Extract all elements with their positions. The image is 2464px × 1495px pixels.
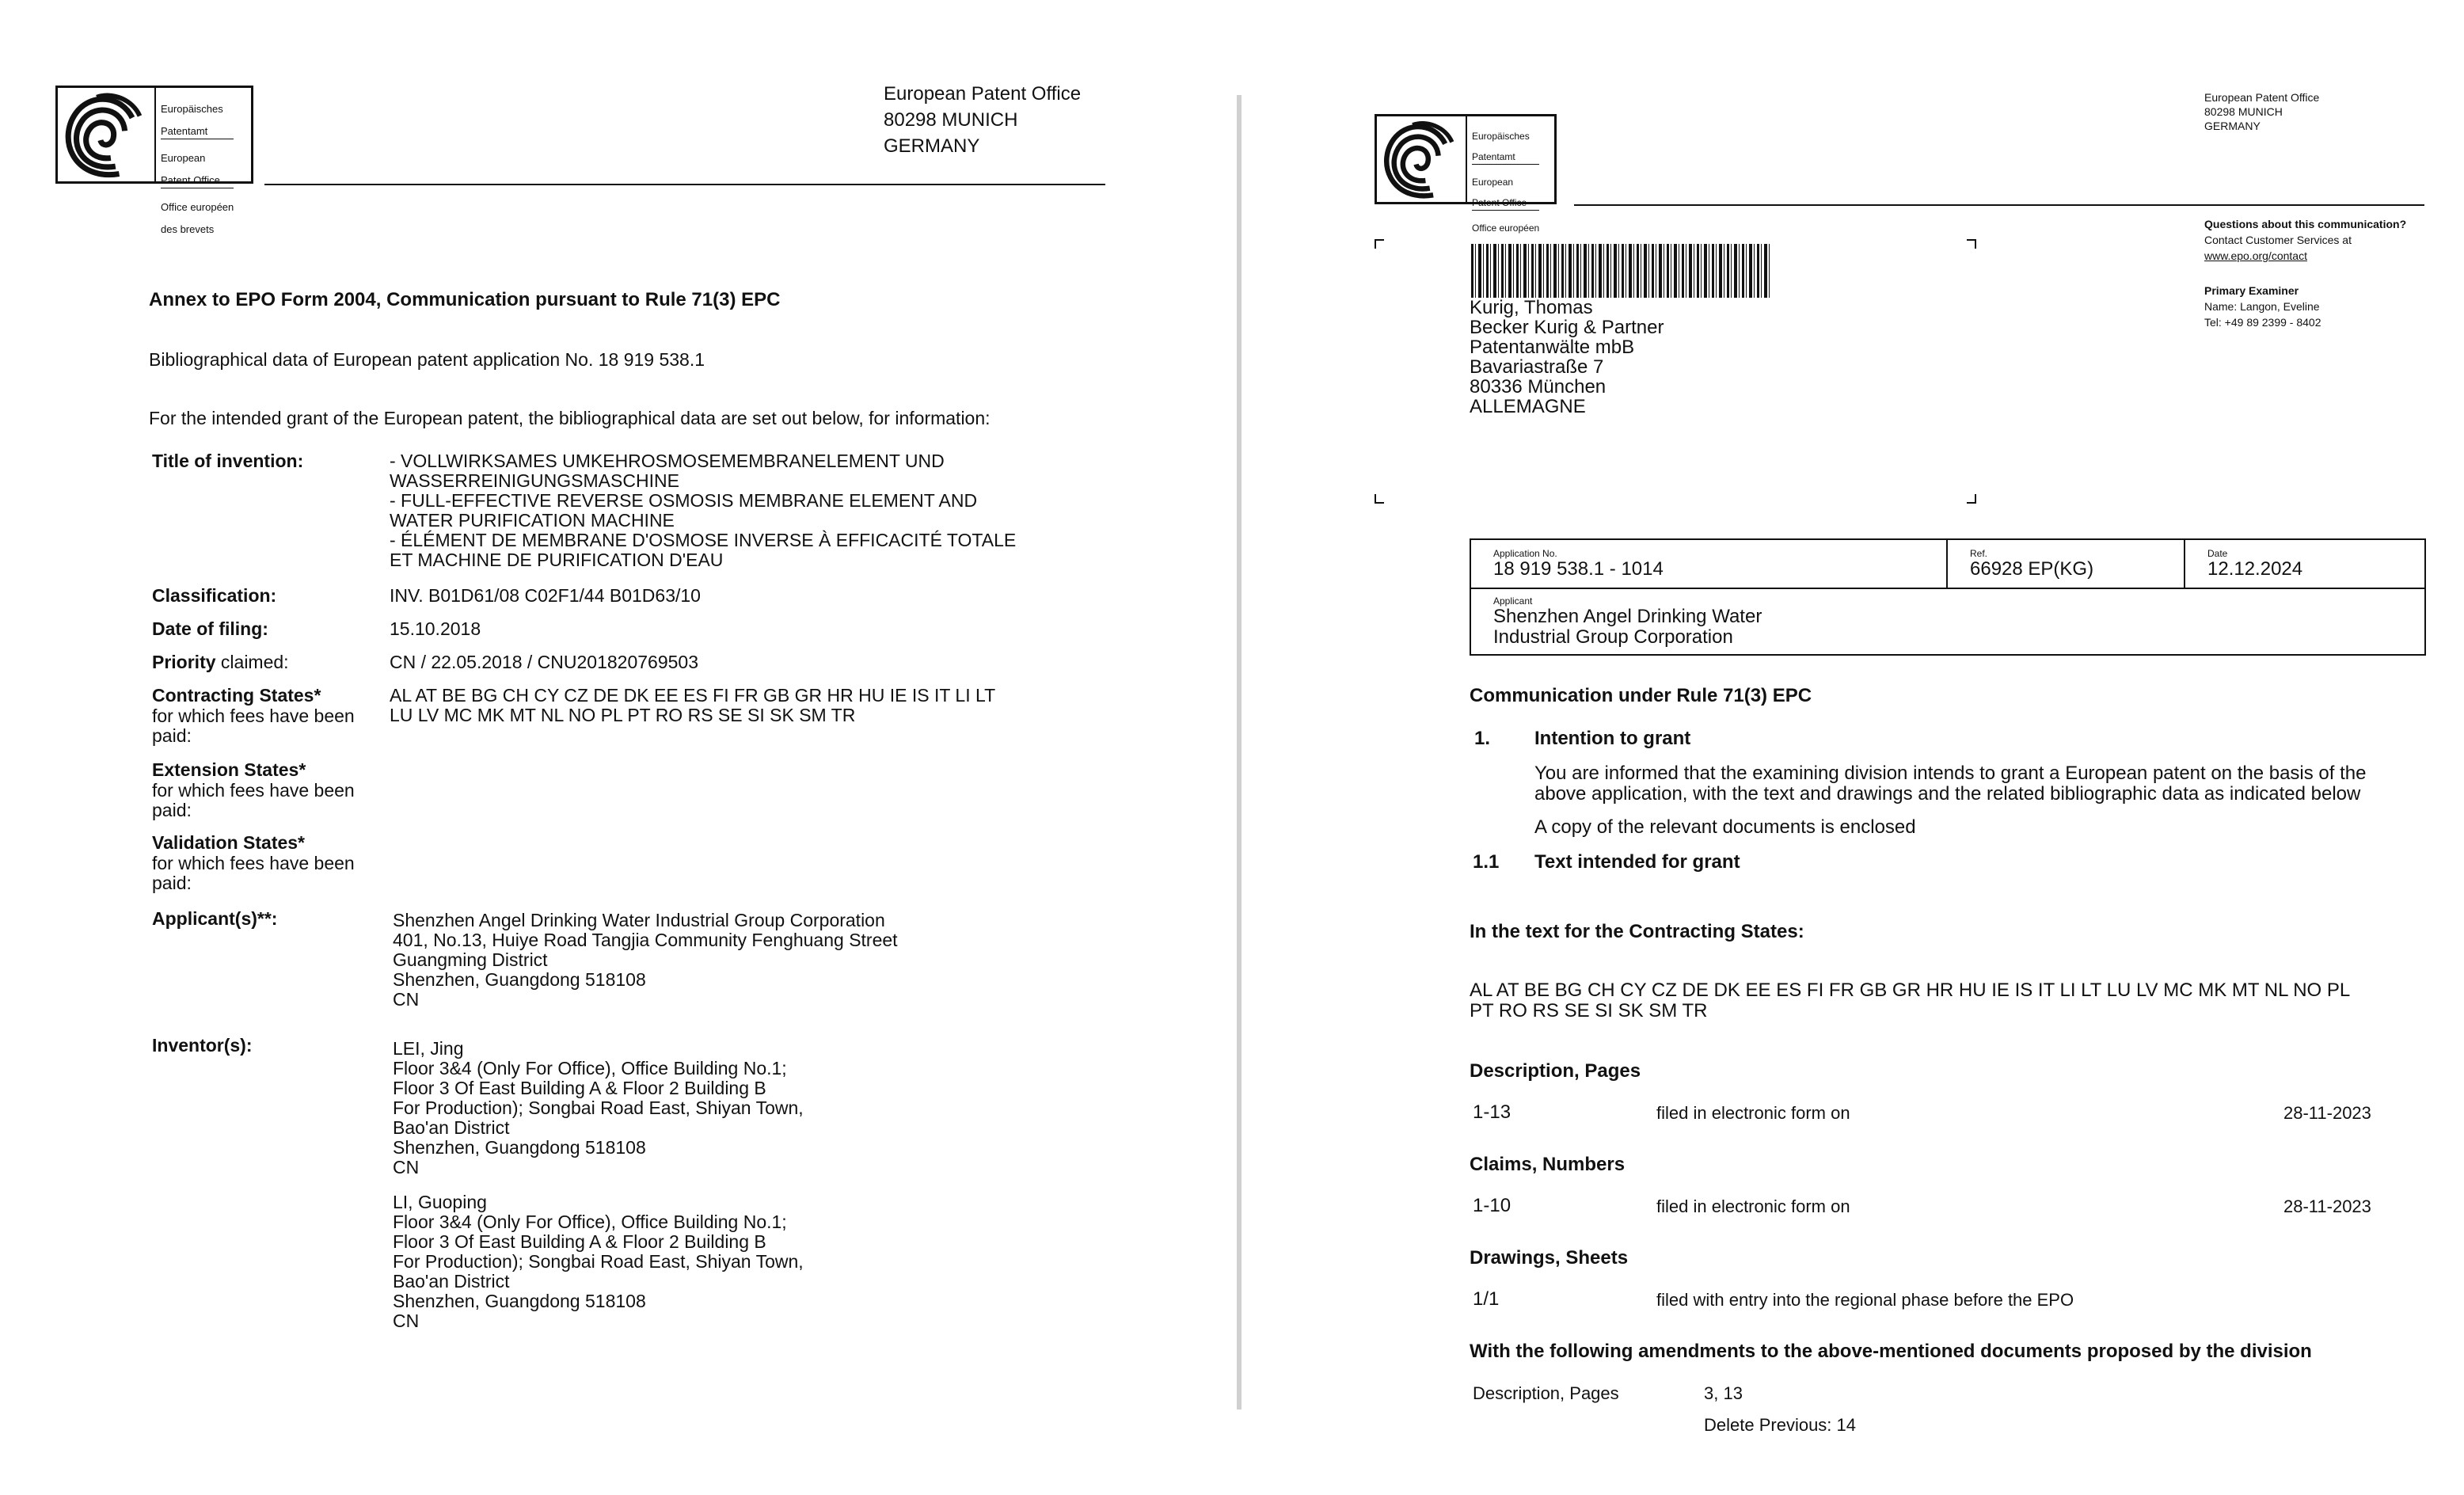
logo-line-1: Europäisches xyxy=(161,103,223,115)
logo-line-5: Office européen xyxy=(161,201,234,213)
drawings-text: filed with entry into the regional phase before the EPO xyxy=(1656,1290,2074,1310)
contracting-value: AL AT BE BG CH CY CZ DE DK EE ES FI FR GB GR HR HU IE IS IT LI LT LU LV MC MK MT NL NO PL PT RO RS SE SI SK SM TR xyxy=(390,685,996,725)
drawings-range: 1/1 xyxy=(1473,1288,1500,1310)
priority-label xyxy=(152,652,289,672)
extension-label: Extension States* xyxy=(152,759,306,780)
amendments-heading: With the following amendments to the above-mentioned documents proposed by the division xyxy=(1470,1341,2312,1362)
logo-line-6: des brevets xyxy=(161,223,215,235)
ref-value: 66928 EP(KG) xyxy=(1970,558,2094,580)
title-label: Title of invention: xyxy=(152,451,304,471)
priority-label-rest: claimed: xyxy=(215,652,289,672)
crop-mark-bottom-left xyxy=(1375,494,1384,504)
communication-title: Communication under Rule 71(3) EPC xyxy=(1470,685,1812,706)
crop-mark-top-left xyxy=(1375,239,1384,249)
classification-label: Classification: xyxy=(152,585,277,606)
logo-line-5: Office européen xyxy=(1472,223,1540,234)
intended-grant-line: For the intended grant of the European patent, the bibliographical data are set out below, for information: xyxy=(149,408,991,428)
applicant-value: Shenzhen Angel Drinking Water Industrial Group Corporation 401, No.13, Huiye Road Tangjia Community Fenghuang Street Guangming District Shenzhen, Guangdong 518108 CN xyxy=(393,910,898,1010)
appno-value: 18 919 538.1 - 1014 xyxy=(1493,558,1664,580)
appno-label: Application No. xyxy=(1493,548,1557,559)
logo-line-4: Patent Office xyxy=(1472,198,1539,211)
questions-link[interactable]: www.epo.org/contact xyxy=(2204,249,2307,262)
date-label: Date xyxy=(2207,548,2228,559)
examiner-name: Name: Langon, Eveline xyxy=(2204,300,2320,313)
extension-sub: for which fees have been paid: xyxy=(152,780,355,820)
logo-line-3: European xyxy=(161,152,206,164)
description-text: filed in electronic form on xyxy=(1656,1103,1850,1123)
crop-mark-bottom-right xyxy=(1967,494,1976,504)
logo-line-3: European xyxy=(1472,177,1514,188)
amendment-label: Description, Pages xyxy=(1473,1383,1619,1403)
epo-swirl-icon xyxy=(59,88,153,181)
claims-date: 28-11-2023 xyxy=(2283,1196,2371,1216)
contracting-list: AL AT BE BG CH CY CZ DE DK EE ES FI FR GB GR HR HU IE IS IT LI LT LU LV MC MK MT NL NO PL PT RO RS SE SI SK SM TR xyxy=(1470,980,2351,1021)
section-1-title: Intention to grant xyxy=(1534,728,1691,749)
amendment-delete: Delete Previous: 14 xyxy=(1704,1415,1856,1435)
claims-text: filed in electronic form on xyxy=(1656,1196,1850,1216)
claims-range: 1-10 xyxy=(1473,1195,1511,1216)
epo-swirl-icon xyxy=(1378,116,1464,202)
barcode xyxy=(1471,244,1772,298)
annex-title: Annex to EPO Form 2004, Communication pursuant to Rule 71(3) EPC xyxy=(149,289,781,310)
header-rule xyxy=(264,184,1105,185)
drawings-heading: Drawings, Sheets xyxy=(1470,1247,1629,1269)
table-applicant-label: Applicant xyxy=(1493,595,1533,607)
contracting-label: Contracting States* xyxy=(152,685,321,706)
validation-sub: for which fees have been paid: xyxy=(152,853,355,893)
title-value: - VOLLWIRKSAMES UMKEHROSMOSEMEMBRANELEMENT UND WASSERREINIGUNGSMASCHINE - FULL-EFFECTIVE REVERSE OSMOSIS MEMBRANE ELEMENT AND WATER PURIFICATION MACHINE - ÉLÉMENT DE MEMBRANE D'OSMOSE INVERSE À EFFICACITÉ TOTALE ET MACHINE DE PURIFICATION D'EAU xyxy=(390,451,1017,570)
section-1-1-title: Text intended for grant xyxy=(1534,851,1740,873)
ref-label: Ref. xyxy=(1970,548,1988,559)
priority-label-bold: Priority xyxy=(152,652,216,672)
crop-mark-top-right xyxy=(1967,239,1976,249)
section-1-1-number: 1.1 xyxy=(1473,851,1500,873)
inventor-label: Inventor(s): xyxy=(152,1035,253,1056)
date-value: 12.12.2024 xyxy=(2207,558,2303,580)
logo-line-4: Patent Office xyxy=(161,175,234,188)
office-address: European Patent Office 80298 MUNICH GERMANY xyxy=(2204,91,2320,132)
logo-line-2: Patentamt xyxy=(161,126,234,139)
claims-heading: Claims, Numbers xyxy=(1470,1154,1626,1175)
contracting-heading: In the text for the Contracting States: xyxy=(1470,921,1804,942)
description-date: 28-11-2023 xyxy=(2283,1103,2371,1123)
applicant-label: Applicant(s)**: xyxy=(152,908,278,929)
validation-label: Validation States* xyxy=(152,832,306,853)
examiner-tel: Tel: +49 89 2399 - 8402 xyxy=(2204,316,2321,329)
logo-line-1: Europäisches xyxy=(1472,131,1530,142)
section-1-paragraph: You are informed that the examining division intends to grant a European patent on the basis of the above application, with the text and drawings and the related bibliographic data as indicated below xyxy=(1534,763,2367,805)
bibliographic-line: Bibliographical data of European patent application No. 18 919 538.1 xyxy=(149,349,705,370)
filing-value: 15.10.2018 xyxy=(390,618,481,639)
table-applicant-value: Shenzhen Angel Drinking Water Industrial Group Corporation xyxy=(1493,606,1762,648)
epo-logo xyxy=(55,86,253,235)
header-rule xyxy=(1574,204,2424,206)
section-1-number: 1. xyxy=(1474,728,1491,749)
info-table xyxy=(1470,538,2426,656)
contracting-sub: for which fees have been paid: xyxy=(152,706,355,746)
description-heading: Description, Pages xyxy=(1470,1060,1641,1082)
page-divider xyxy=(1237,95,1242,1409)
amendment-pages: 3, 13 xyxy=(1704,1383,1743,1403)
logo-line-2: Patentamt xyxy=(1472,152,1539,165)
office-address: European Patent Office 80298 MUNICH GERMANY xyxy=(884,83,1082,157)
filing-label: Date of filing: xyxy=(152,618,268,639)
epo-logo xyxy=(1375,114,1557,234)
classification-value: INV. B01D61/08 C02F1/44 B01D63/10 xyxy=(390,585,701,606)
examiner-title: Primary Examiner xyxy=(2204,284,2299,297)
questions-title: Questions about this communication? xyxy=(2204,218,2407,230)
description-range: 1-13 xyxy=(1473,1101,1511,1123)
questions-text: Contact Customer Services at xyxy=(2204,234,2352,246)
addressee: Kurig, Thomas Becker Kurig & Partner Patentanwälte mbB Bavariastraße 7 80336 München ALLEMAGNE xyxy=(1470,297,1664,417)
inventor-1: LEI, Jing Floor 3&4 (Only For Office), Office Building No.1; Floor 3 Of East Building A & Floor 2 Building B For Production); Songbai Road East, Shiyan Town, Bao'an District Shenzhen, Guangdong 518108 CN xyxy=(393,1038,804,1177)
inventor-2: LI, Guoping Floor 3&4 (Only For Office), Office Building No.1; Floor 3 Of East Building A & Floor 2 Building B For Production); Songbai Road East, Shiyan Town, Bao'an District Shenzhen, Guangdong 518108 CN xyxy=(393,1192,804,1331)
priority-value: CN / 22.05.2018 / CNU201820769503 xyxy=(390,652,699,672)
section-1-copy: A copy of the relevant documents is enclosed xyxy=(1534,816,1916,838)
